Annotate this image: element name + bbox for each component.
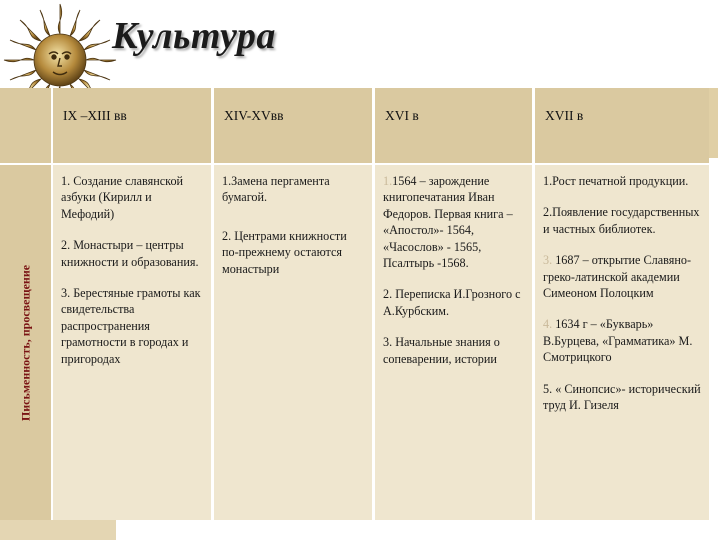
body-cell-1 [53,165,211,520]
header-cell-2 [214,88,372,163]
list-item: 1.1564 – зарождение книгопечатания Иван Федоров. Первая книга – «Апостол»- 1564, «Часослов» - 1565, Псалтырь -1568. [383,174,513,271]
list-item: 4. 1634 г – «Букварь» В.Бурцева, «Грамматика» М. Смотрицкого [543,317,693,365]
side-label: Письменность, просвещение [18,264,33,421]
body-cell-4 [535,165,709,520]
body-cell-2 [214,165,372,520]
culture-table [0,88,716,520]
list-item: 1. Создание славянской азбуки (Кирилл и Мефодий) [61,174,184,221]
list-item: 2. Центрами книжности по-прежнему остаются монастыри [222,228,347,276]
header-cell-3 [375,88,532,163]
column-header: IX –XIII вв [63,108,127,123]
page-title: Культура [112,15,276,57]
body-cell-3 [375,165,532,520]
list-item: 2. Монастыри – центры книжности и образования. [61,238,199,269]
list-item: 1.Замена пергамента бумагой. [222,174,330,205]
corner-cell [0,88,51,163]
header-cell-1 [53,88,211,163]
list-item: 5. « Синопсис»- исторический труд И. Гизеля [543,381,701,413]
column-header: XVII в [545,108,584,123]
bottom-accent-strip [0,520,116,540]
list-item: 1.Рост печатной продукции. [543,174,689,188]
list-item: 2.Появление государственных и частных библиотек. [543,205,700,236]
list-item: 2. Переписка И.Грозного с А.Курбским. [383,287,521,318]
column-header: XVI в [385,108,419,123]
list-item: 3. Начальные знания о сопеварении, истории [383,335,500,366]
list-item: 3. Берестяные грамоты как свидетельства распространения грамотности в городах и пригородах [61,286,201,366]
list-item: 3. 1687 – открытие Славяно-греко-латинской академии Симеоном Полоцким [543,253,692,301]
side-label-cell [0,165,51,520]
column-header: XIV-XVвв [224,108,284,123]
header-cell-4 [535,88,709,163]
right-accent-strip [709,88,718,158]
